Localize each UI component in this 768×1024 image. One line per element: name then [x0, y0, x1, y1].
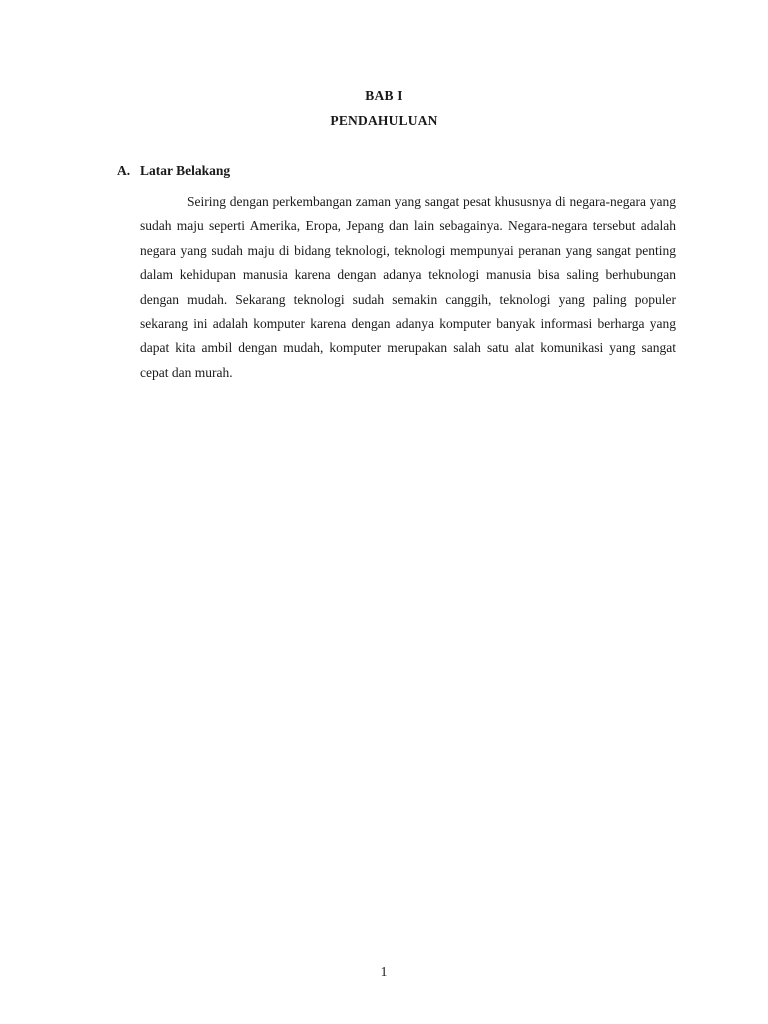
section-heading — [117, 163, 230, 179]
page-number: 1 — [380, 964, 388, 979]
section-heading-text: Latar Belakang — [140, 163, 231, 178]
chapter-number: BAB I — [365, 88, 403, 103]
chapter-title: PENDAHULUAN — [330, 113, 438, 128]
body-paragraph: Seiring dengan perkembangan zaman yang sangat pesat khususnya di negara-negara yang sudah maju seperti Amerika, Eropa, Jepang dan lain sebagainya. Negara-negara tersebut adalah negara yang sudah maju di bidang teknologi, teknologi mempunyai peranan yang sangat penting dalam kehidupan manusia karena dengan adanya teknologi manusia bisa saling berhubungan dengan mudah. Sekarang teknologi sudah semakin canggih, teknologi yang paling populer sekarang ini adalah komputer karena dengan adanya komputer banyak informasi berharga yang dapat kita ambil dengan mudah, komputer merupakan salah satu alat komunikasi yang sangat cepat dan murah. — [140, 194, 676, 380]
section-marker: A. — [117, 163, 131, 178]
